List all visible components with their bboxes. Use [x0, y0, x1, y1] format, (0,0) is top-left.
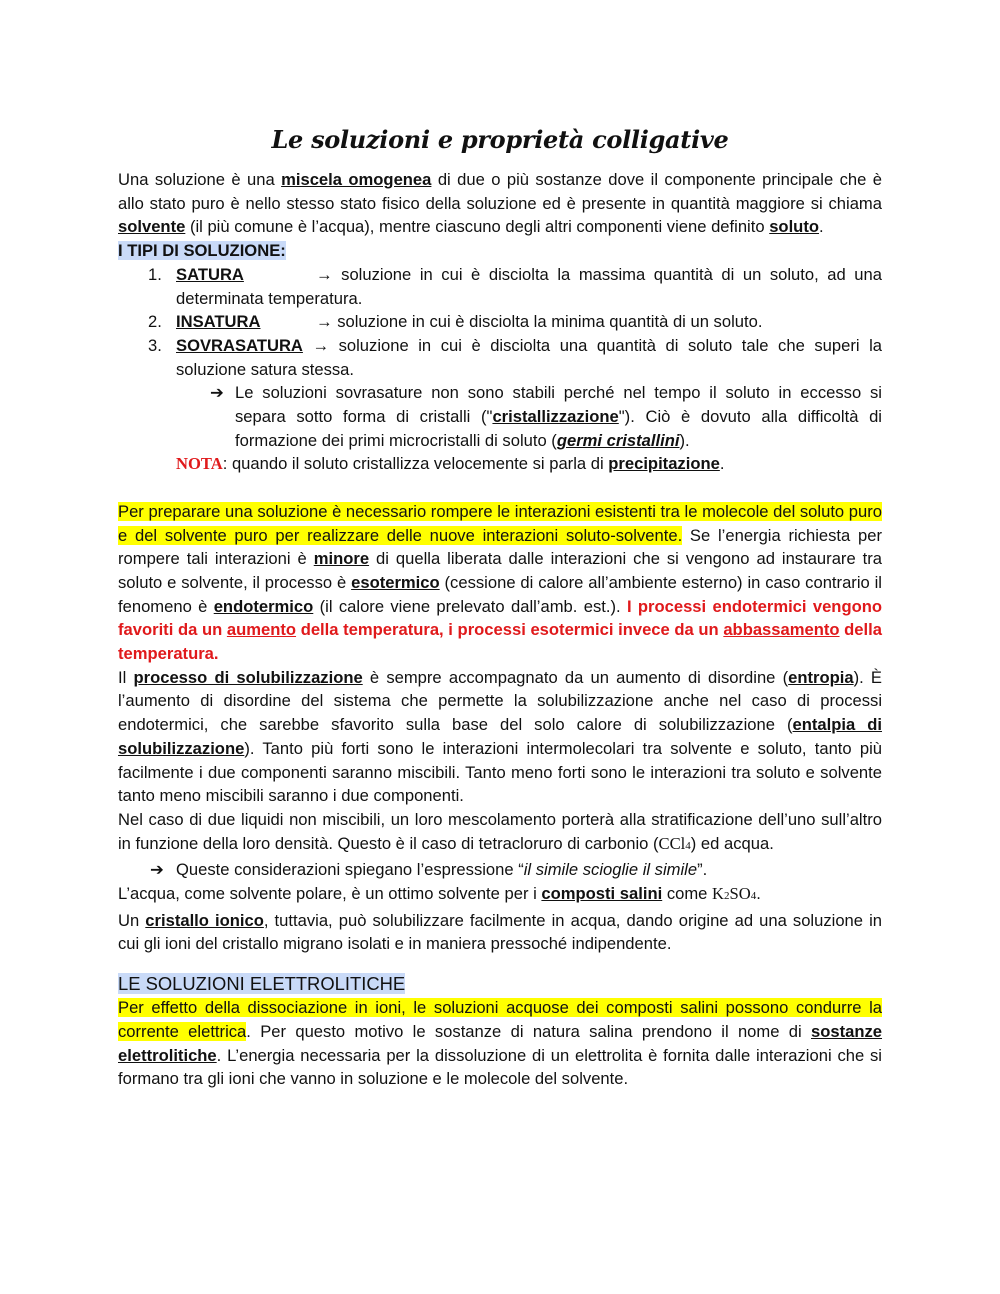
- red-underlined-aumento: aumento: [226, 620, 297, 640]
- term-minore: minore: [313, 549, 370, 569]
- list-number: 1.: [148, 264, 162, 284]
- term-entropia: entropia: [788, 667, 854, 687]
- para-text: Queste considerazioni spiegano l’espressione “: [176, 860, 524, 880]
- para-text: (il calore viene prelevato dall’amb. est.).: [313, 596, 627, 616]
- list-item: [148, 310, 882, 334]
- para-text: . L’energia necessaria per la dissoluzione di un elettrolita è fornita dalle interazioni che si formano tra gli ioni che vanno in soluzione e le molecole del solvente.: [118, 1045, 882, 1089]
- term-germi-cristallini: germi cristallini: [556, 430, 680, 450]
- term-cristallo-ionico: cristallo ionico: [145, 910, 264, 930]
- para-text: Il: [118, 667, 134, 687]
- note-text-2: "). Ciò è dovuto alla difficoltà di formazione dei primi microcristalli di soluto (: [235, 407, 882, 450]
- interactions-paragraph: [118, 500, 882, 666]
- para-text: Un: [118, 910, 146, 930]
- page-title: Le soluzioni e proprietà colligative: [271, 125, 729, 154]
- intro-text-3: (il più comune è l’acqua), mentre ciascuno degli altri componenti viene definito: [185, 217, 770, 237]
- crystal-paragraph: [118, 909, 882, 956]
- para-text: ). Tanto più forti sono le interazioni intermolecolari tra solvente e soluto, tanto più facilmente i due componenti saranno miscibili. Tanto meno forti sono le interazioni tra soluto e solvente tanto meno miscibili saranno i due componenti.: [118, 738, 882, 806]
- sovrasatura-note: [118, 381, 882, 452]
- types-heading-line: [118, 239, 882, 263]
- term-solvente: solvente: [118, 217, 186, 237]
- term-esotermico: esotermico: [351, 572, 440, 592]
- para-text: come: [662, 884, 713, 904]
- immiscible-paragraph: [118, 808, 882, 858]
- term-composti-salini: composti salini: [541, 884, 663, 904]
- intro-paragraph: [118, 168, 882, 239]
- para-text: ). È l’aumento di disordine del sistema che permette la solubilizzazione anche nel caso di processi endotermici, che sarebbe sfavorito sulla base del solo calore di solubilizzazione (: [118, 667, 882, 735]
- water-paragraph: [118, 882, 882, 909]
- term-processo-solubilizzazione: processo di solubilizzazione: [133, 667, 363, 687]
- note-text-1: Le soluzioni sovrasature non sono stabili perché nel tempo il soluto in eccesso si separa sotto forma di cristalli (": [235, 383, 882, 427]
- nota-text-1: : quando il soluto cristallizza velocemente si parla di: [222, 454, 609, 474]
- term-miscela-omogenea: miscela omogenea: [281, 170, 432, 189]
- type-description: → soluzione in cui è disciolta una quantità di soluto tale che superi la soluzione satura stessa.: [176, 335, 882, 379]
- highlighted-text: Per preparare una soluzione è necessario rompere le interazioni esistenti tra le molecole del soluto puro e del solvente puro per realizzare delle nuove interazioni soluto-solvente.: [118, 501, 882, 545]
- types-heading: I TIPI DI SOLUZIONE:: [118, 241, 286, 261]
- para-text: ”.: [697, 860, 708, 880]
- term-entalpia: entalpia di solubilizzazione: [118, 715, 882, 758]
- solubilization-paragraph: [118, 666, 882, 808]
- formula-subscript: 4: [685, 839, 691, 852]
- type-term: INSATURA: [176, 312, 261, 332]
- formula-k2so4: SO: [729, 884, 751, 904]
- list-item: [148, 263, 882, 310]
- type-term: SOVRASATURA: [176, 335, 303, 355]
- type-description: → soluzione in cui è disciolta la massima quantità di un soluto, ad una determinata temperatura.: [176, 264, 882, 308]
- para-text: Se l’energia richiesta per rompere tali interazioni è: [118, 525, 882, 569]
- intro-text-2: di due o più sostanze dove il componente principale che è allo stato puro è nello stesso stato fisico della soluzione ed è presente in quantità maggiore si chiama: [118, 170, 882, 213]
- nota-label: NOTA: [176, 454, 223, 474]
- formula-subscript: 4: [750, 890, 757, 903]
- para-text: (cessione di calore all’ambiente esterno) in caso contrario il fenomeno è: [118, 572, 882, 616]
- para-text: . Per questo motivo le sostanze di natura salina prendono il nome di: [246, 1021, 811, 1041]
- red-underlined-abbassamento: abbassamento: [723, 620, 840, 640]
- arrow-bullet-icon: ➔: [210, 383, 224, 403]
- red-text: della temperatura.: [118, 620, 882, 664]
- list-number: 2.: [148, 312, 162, 332]
- para-text: L’acqua, come solvente polare, è un ottimo solvente per i: [118, 884, 542, 904]
- highlighted-text: Per effetto della dissociazione in ioni, le soluzioni acquose dei composti salini possono condurre la corrente elettrica: [118, 998, 882, 1041]
- formula-ccl4: CCl: [658, 833, 686, 853]
- note-text-3: ).: [679, 430, 690, 450]
- term-soluto: soluto: [769, 217, 819, 237]
- para-text: ) ed acqua.: [690, 833, 774, 853]
- formula-k2so4: K: [712, 884, 724, 904]
- para-text: è sempre accompagnato da un aumento di disordine (: [362, 667, 789, 687]
- list-number: 3.: [148, 335, 162, 355]
- red-text: I processi endotermici vengono favoriti da un: [118, 596, 882, 640]
- para-text: Nel caso di due liquidi non miscibili, un loro mescolamento porterà alla stratificazione dell’uno sull’altro in funzione della loro densità. Questo è il caso di tetracloruro di carbonio (: [118, 809, 882, 853]
- para-text: .: [756, 884, 761, 904]
- para-text: , tuttavia, può solubilizzare facilmente in acqua, dando origine ad una soluzione in cui gli ioni del cristallo migrano isolati e in maniera pressoché indipendente.: [118, 910, 883, 954]
- formula-subscript: 2: [724, 890, 730, 903]
- italic-expression: il simile scioglie il simile: [523, 860, 698, 880]
- arrow-bullet-icon: ➔: [150, 860, 164, 880]
- nota-line: [118, 452, 882, 476]
- nota-text-2: .: [719, 454, 725, 474]
- section-heading-line: [118, 972, 882, 996]
- term-sostanze-elettrolitiche: sostanze elettrolitiche: [118, 1021, 883, 1065]
- term-precipitazione: precipitazione: [608, 454, 720, 474]
- type-description: → soluzione in cui è disciolta la minima quantità di un soluto.: [316, 312, 763, 332]
- types-list: [118, 263, 882, 382]
- list-item: [148, 334, 882, 381]
- term-cristallizzazione: cristallizzazione: [492, 407, 619, 427]
- red-text: della temperatura, i processi esotermici invece da un: [296, 620, 724, 640]
- intro-text-4: .: [818, 217, 824, 237]
- electrolytes-paragraph: [118, 996, 882, 1091]
- section-heading: LE SOLUZIONI ELETTROLITICHE: [118, 973, 406, 995]
- intro-text-1: Una soluzione è una: [118, 170, 282, 189]
- para-text: di quella liberata dalle interazioni che si vengono ad instaurare tra soluto e solvente, il processo è: [118, 549, 882, 592]
- simile-line: [118, 858, 882, 882]
- type-term: SATURA: [176, 264, 244, 284]
- spacer: [118, 476, 882, 500]
- term-endotermico: endotermico: [213, 596, 314, 616]
